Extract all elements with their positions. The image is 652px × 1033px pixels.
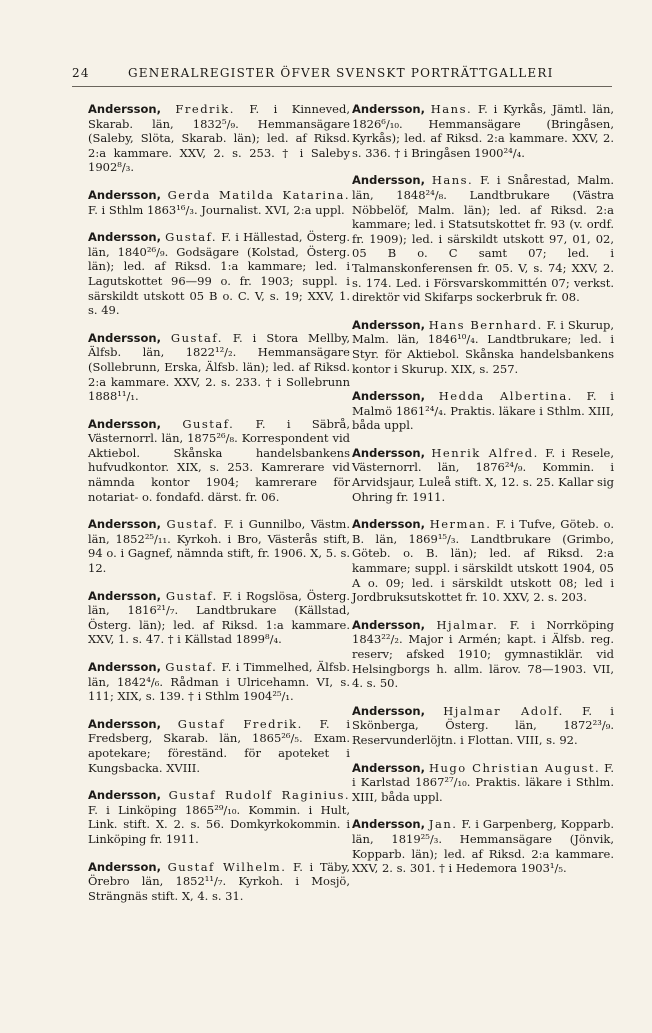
entry-text: F. i Täby, Örebro län, 1852¹¹/₇. Kyrkoh. i Mosjö, Strängnäs stift. X, 4. s. 31. — [88, 859, 350, 903]
entry-given-name: Gustaf. — [165, 230, 218, 245]
register-entry — [88, 188, 350, 217]
left-column — [88, 102, 350, 916]
entry-surname: Andersson, — [88, 716, 161, 731]
entry-surname: Andersson, — [88, 416, 161, 431]
entry-surname: Andersson, — [352, 703, 425, 718]
entry-text: F. i Resele, Västernorrl. län, 1876²⁴/₉. Kommin. i Arvidsjaur, Luleå stift. X, 12. s. 25. Kallar sig Ohring fr. 1911. — [352, 445, 614, 504]
register-entry — [88, 331, 350, 404]
entry-given-name: Gustaf. — [166, 517, 219, 532]
entry-text: F. i Garpenberg, Kopparb. län, 1819²⁵/₃. Hemmansägare (Jönvik, Kopparb. län); led. af Riksd. 2:a kammare. XXV, 2. s. 301. † i Hedemora 1903¹/₅. — [352, 817, 614, 876]
entry-given-name: Hans. — [431, 173, 474, 188]
register-entry — [352, 102, 614, 160]
entry-given-name: Gerda Matilda Katarina. — [167, 187, 350, 202]
register-entry — [88, 230, 350, 318]
entry-text: F. i Stora Mellby, Älfsb. län, 1822¹²/₂. Hemmansägare (Sollebrunn, Erska, Älfsb. län); led. af Riksd. 2:a kammare. XXV, 2. s. 233. † i Sollebrunn 1888¹¹/₁. — [88, 330, 350, 404]
entry-surname: Andersson, — [88, 859, 161, 874]
register-entry — [88, 788, 350, 846]
entry-surname: Andersson, — [88, 588, 161, 603]
entry-given-name: Gustaf. — [165, 660, 218, 674]
register-entry — [352, 389, 614, 433]
register-entry — [352, 817, 614, 875]
entry-given-name: Gustaf. — [170, 330, 223, 345]
register-entry — [88, 717, 350, 775]
entry-surname: Andersson, — [352, 517, 425, 532]
entry-surname: Andersson, — [88, 660, 161, 674]
entry-given-name: Jan. — [428, 817, 458, 832]
entry-text: F. i Sthlm 1863¹⁶/₃. Journalist. XVI, 2:a uppl. — [88, 202, 345, 217]
register-entry — [352, 618, 614, 691]
entry-surname: Andersson, — [352, 317, 425, 332]
register-entry — [352, 704, 614, 748]
header-rule — [72, 86, 612, 87]
entry-text: F. i Timmelhed, Älfsb. län, 1842⁴/₆. Rådman i Ulricehamn. VI, s. 111; XIX, s. 139. † i Sthlm 1904²⁵/₁. — [88, 660, 351, 704]
running-head: GENERALREGISTER ÖFVER SVENSKT PORTRÄTTGALLERI — [128, 66, 554, 80]
page-number: 24 — [72, 66, 90, 80]
entry-text: F. i Skurup, Malm. län, 1846¹⁰/₄. Landtbrukare; led. i Styr. för Aktiebol. Skånska handelsbankens kontor i Skurup. XIX, s. 257. — [352, 317, 614, 376]
entry-surname: Andersson, — [88, 788, 161, 803]
entry-text: F. i Kyrkås, Jämtl. län, 1826⁶/₁₀. Hemmansägare (Bringåsen, Kyrkås); led. af Riksd. 2:a kammare. XXV, 2. s. 336. † i Bringåsen 1900²⁴/₄. — [352, 102, 615, 160]
entry-surname: Andersson, — [88, 330, 161, 345]
entry-surname: Andersson, — [352, 102, 425, 116]
entry-given-name: Hans Bernhard. — [428, 317, 543, 332]
entry-given-name: Gustaf Fredrik. — [177, 716, 303, 731]
register-entry — [352, 446, 614, 504]
register-entry — [88, 417, 350, 505]
entry-surname: Andersson, — [88, 102, 161, 116]
entry-given-name: Henrik Alfred. — [431, 445, 539, 460]
entry-given-name: Fredrik. — [175, 102, 235, 116]
entry-text: F. i Norrköping 1843²²/₂. Major i Armén; kapt. i Älfsb. reg. reserv; afsked 1910; gymnastiklär. vid Helsingborgs h. allm. lärov. 78—1903. VII, 4. s. 50. — [352, 617, 615, 691]
entry-text: F. i Gunnilbo, Västm. län, 1852²⁵/₁₁. Kyrkoh. i Bro, Västerås stift, 94 o. i Gagnef, nämnda stift, fr. 1906. X, 5. s. 12. — [88, 517, 350, 576]
entry-given-name: Gustaf. — [165, 588, 218, 603]
entry-text: F. i Rogslösa, Österg. län, 1816²¹/₇. Landtbrukare (Källstad, Österg. län); led. af Riksd. 1:a kammare. XXV, 1. s. 47. † i Källstad 1899⁸/₄. — [88, 588, 351, 647]
entry-surname: Andersson, — [88, 230, 161, 245]
register-entry — [88, 517, 350, 575]
entry-text: F. i Karlstad 1867²⁷/₁₀. Praktis. läkare i Sthlm. XIII, båda uppl. — [352, 760, 614, 804]
page-header — [72, 66, 612, 80]
entry-surname: Andersson, — [352, 617, 425, 632]
entry-surname: Andersson, — [88, 187, 161, 202]
entry-text: F. i Säbrå, Västernorrl. län, 1875²⁶/₈. Korrespondent vid Aktiebol. Skånska handelsbankens hufvudkontor. XIX, s. 253. Kamrerare vid nämnda kontor 1904; kamrerare för notariat- o. fondafd. därst. fr. 06. — [88, 416, 351, 504]
entry-given-name: Hans. — [430, 102, 473, 116]
entry-surname: Andersson, — [352, 817, 425, 832]
entry-text: F. i Tufve, Göteb. o. B. län, 1869¹⁵/₃. Landtbrukare (Grimbo, Göteb. o. B. län); led. af Riksd. 2:a kammare; suppl. i särskildt utskott 1904, 05 A o. 09; led. i särskildt utskott 08; led i Jordbruksutskottet fr. 10. XXV, 2. s. 203. — [352, 517, 615, 605]
register-entry — [88, 102, 350, 175]
entry-surname: Andersson, — [88, 517, 161, 532]
entry-text: F. i Kinneved, Skarab. län, 1832⁵/₉. Hemmansägare (Saleby, Slöta, Skarab. län); led. af Riksd. 2:a kammare. XXV, 2. s. 253. † i Saleby 1902⁸/₃. — [88, 102, 350, 175]
entry-given-name: Hedda Albertina. — [438, 389, 573, 404]
entry-surname: Andersson, — [352, 173, 425, 188]
entry-given-name: Hjalmar. — [436, 617, 499, 632]
entry-text: F. i Snårestad, Malm. län, 1848²⁴/₈. Landtbrukare (Västra Nöbbelöf, Malm. län); led. af Riksd. 2:a kammare; led. i Statsutskottet fr. 93 (v. ordf. fr. 1909); led. i särskildt utskott 97, 01, 02, 05 B o. C samt 07; led. i Talmanskonferensen fr. 05. V, s. 74; XXV, 2. s. 174. Led. i Försvarskommittén 07; verkst. direktör vid Skifarps sockerbruk fr. 08. — [352, 173, 615, 305]
entry-given-name: Hjalmar Adolf. — [443, 703, 564, 718]
register-entry — [88, 660, 350, 704]
entry-text: F. i Linköping 1865²⁹/₁₀. Kommin. i Hult, Link. stift. X. 2. s. 56. Domkyrkokommin. i Linköping fr. 1911. — [88, 802, 350, 846]
entry-given-name: Gustaf. — [182, 416, 235, 431]
entry-surname: Andersson, — [352, 445, 425, 460]
entry-text: F. i Hällestad, Österg. län, 1840²⁶/₉. Godsägare (Kolstad, Österg. län); led. af Riksd. 1:a kammare; led. i Lagutskottet 96—99 o. fr. 1903; suppl. i särskildt utskott 05 B o. C. V, s. 19; XXV, 1. s. 49. — [88, 230, 351, 318]
entry-given-name: Hugo Christian August. — [428, 760, 601, 775]
entry-given-name: Herman. — [429, 517, 492, 532]
register-entry — [352, 173, 614, 304]
register-entry — [352, 517, 614, 605]
entry-text: F. i Malmö 1861²⁴/₄. Praktis. läkare i Sthlm. XIII, båda uppl. — [352, 389, 614, 433]
register-entry — [88, 589, 350, 647]
entry-surname: Andersson, — [352, 760, 425, 775]
entry-text: F. i Skönberga, Österg. län, 1872²³/₉. Reservunderlöjtn. i Flottan. VIII, s. 92. — [352, 703, 614, 747]
entry-surname: Andersson, — [352, 389, 425, 404]
entry-given-name: Gustaf Wilhelm. — [167, 859, 287, 874]
right-column — [352, 102, 614, 889]
entry-given-name: Gustaf Rudolf Raginius. — [168, 788, 350, 803]
register-entry — [352, 318, 614, 376]
entry-text: F. i Fredsberg, Skarab. län, 1865²⁶/₅. Exam. apotekare; föreständ. för apoteket i Kungsbacka. XVIII. — [88, 716, 351, 775]
register-entry — [88, 860, 350, 904]
register-entry — [352, 761, 614, 805]
